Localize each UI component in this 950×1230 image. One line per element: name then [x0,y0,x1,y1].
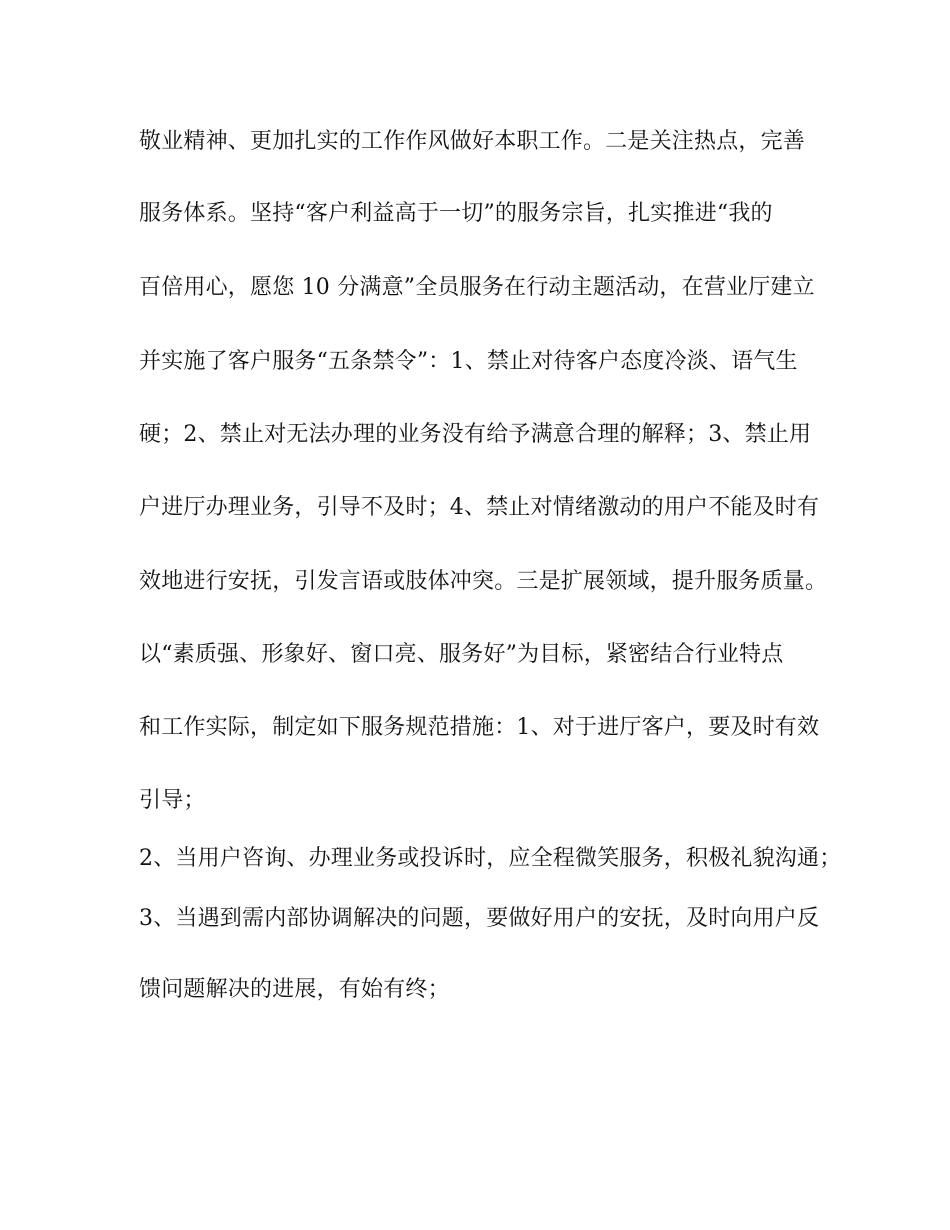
paragraph-line: 并实施了客户服务“五条禁令”：1、禁止对待客户态度冷淡、语气生 [139,349,798,374]
paragraph-line: 百倍用心，愿您 10 分满意”全员服务在行动主题活动，在营业厅建立 [139,275,815,300]
paragraph-line: 2、当用户咨询、办理业务或投诉时，应全程微笑服务，积极礼貌沟通； [139,846,842,871]
paragraph-line: 和工作实际，制定如下服务规范措施：1、对于进厅客户，要及时有效 [139,715,820,740]
paragraph-line: 敬业精神、更加扎实的工作作风做好本职工作。二是关注热点，完善 [139,129,806,154]
paragraph-line: 户进厅办理业务，引导不及时；4、禁止对情绪激动的用户不能及时有 [139,495,820,520]
paragraph-line: 服务体系。坚持“客户利益高于一切”的服务宗旨，扎实推进“我的 [139,201,773,226]
paragraph-line: 馈问题解决的进展，有始有终； [139,977,450,1002]
paragraph-line: 以“素质强、形象好、窗口亮、服务好”为目标，紧密结合行业特点 [139,642,784,667]
paragraph-line: 引导； [139,788,206,813]
paragraph-line: 3、当遇到需内部协调解决的问题，要做好用户的安抚，及时向用户反 [139,906,820,931]
paragraph-line: 效地进行安抚，引发言语或肢体冲突。三是扩展领域，提升服务质量。 [139,569,828,594]
paragraph-line: 硬；2、禁止对无法办理的业务没有给予满意合理的解释；3、禁止用 [139,422,812,447]
